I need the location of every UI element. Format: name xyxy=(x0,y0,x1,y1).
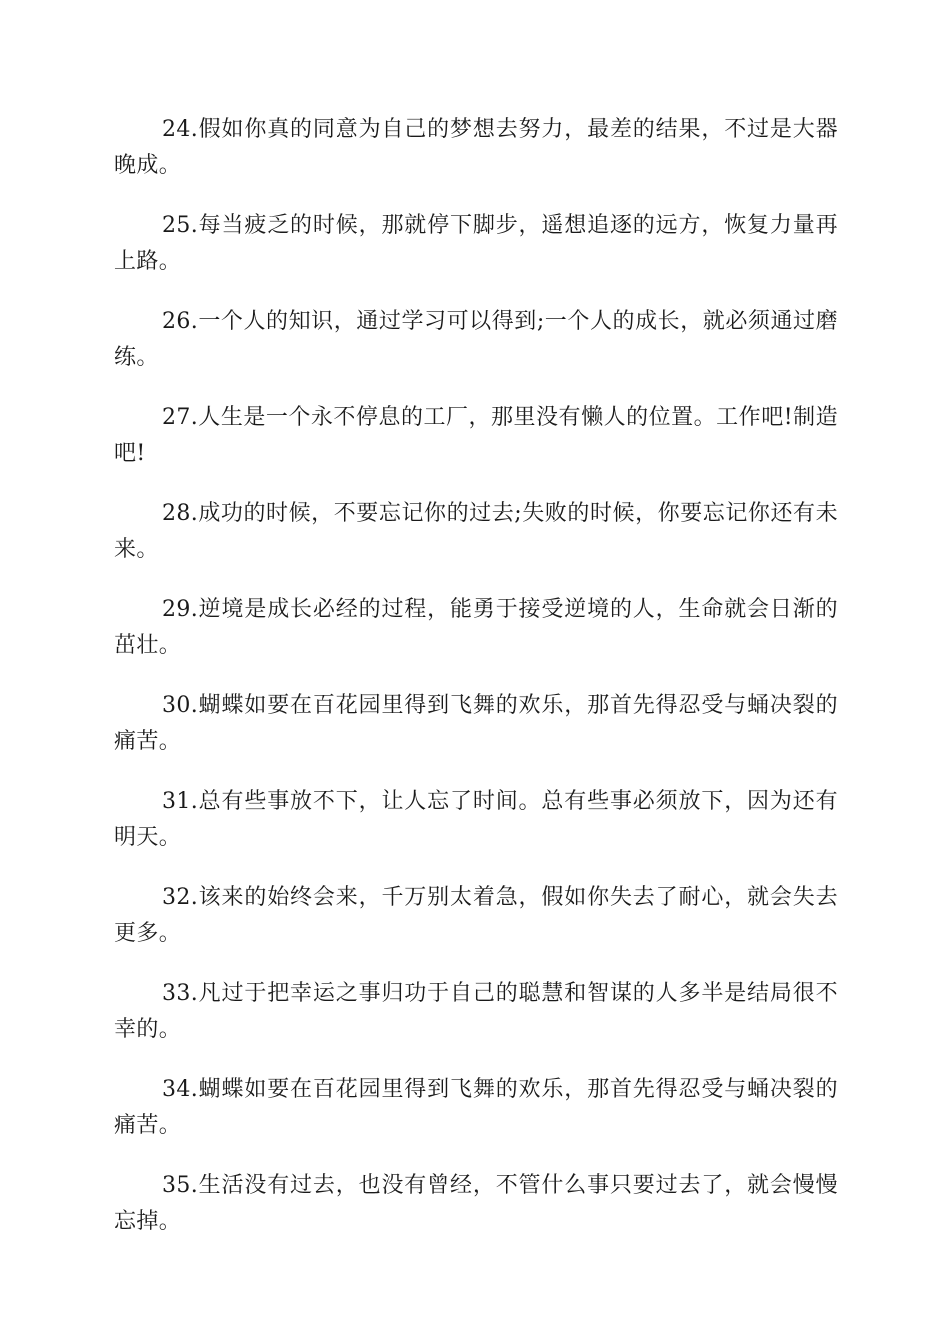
quote-paragraph-27: 27.人生是一个永不停息的工厂，那里没有懒人的位置。工作吧!制造吧! xyxy=(114,405,838,466)
quote-paragraph-33: 33.凡过于把幸运之事归功于自己的聪慧和智谋的人多半是结局很不幸的。 xyxy=(114,981,838,1042)
quote-paragraph-32: 32.该来的始终会来，千万别太着急，假如你失去了耐心，就会失去更多。 xyxy=(114,885,838,946)
quote-paragraph-26: 26.一个人的知识，通过学习可以得到;一个人的成长，就必须通过磨练。 xyxy=(114,309,838,370)
document-body xyxy=(114,112,838,1264)
quote-paragraph-28: 28.成功的时候，不要忘记你的过去;失败的时候，你要忘记你还有未来。 xyxy=(114,501,838,562)
quote-paragraph-24: 24.假如你真的同意为自己的梦想去努力，最差的结果，不过是大器晚成。 xyxy=(114,117,838,178)
quote-paragraph-25: 25.每当疲乏的时候，那就停下脚步，遥想追逐的远方，恢复力量再上路。 xyxy=(114,213,838,274)
quote-paragraph-29: 29.逆境是成长必经的过程，能勇于接受逆境的人，生命就会日渐的茁壮。 xyxy=(114,597,838,658)
quote-paragraph-34: 34.蝴蝶如要在百花园里得到飞舞的欢乐，那首先得忍受与蛹决裂的痛苦。 xyxy=(114,1077,838,1138)
quote-paragraph-35: 35.生活没有过去，也没有曾经，不管什么事只要过去了，就会慢慢忘掉。 xyxy=(114,1173,838,1234)
quote-paragraph-30: 30.蝴蝶如要在百花园里得到飞舞的欢乐，那首先得忍受与蛹决裂的痛苦。 xyxy=(114,693,838,754)
quote-paragraph-31: 31.总有些事放不下，让人忘了时间。总有些事必须放下，因为还有明天。 xyxy=(114,789,838,850)
